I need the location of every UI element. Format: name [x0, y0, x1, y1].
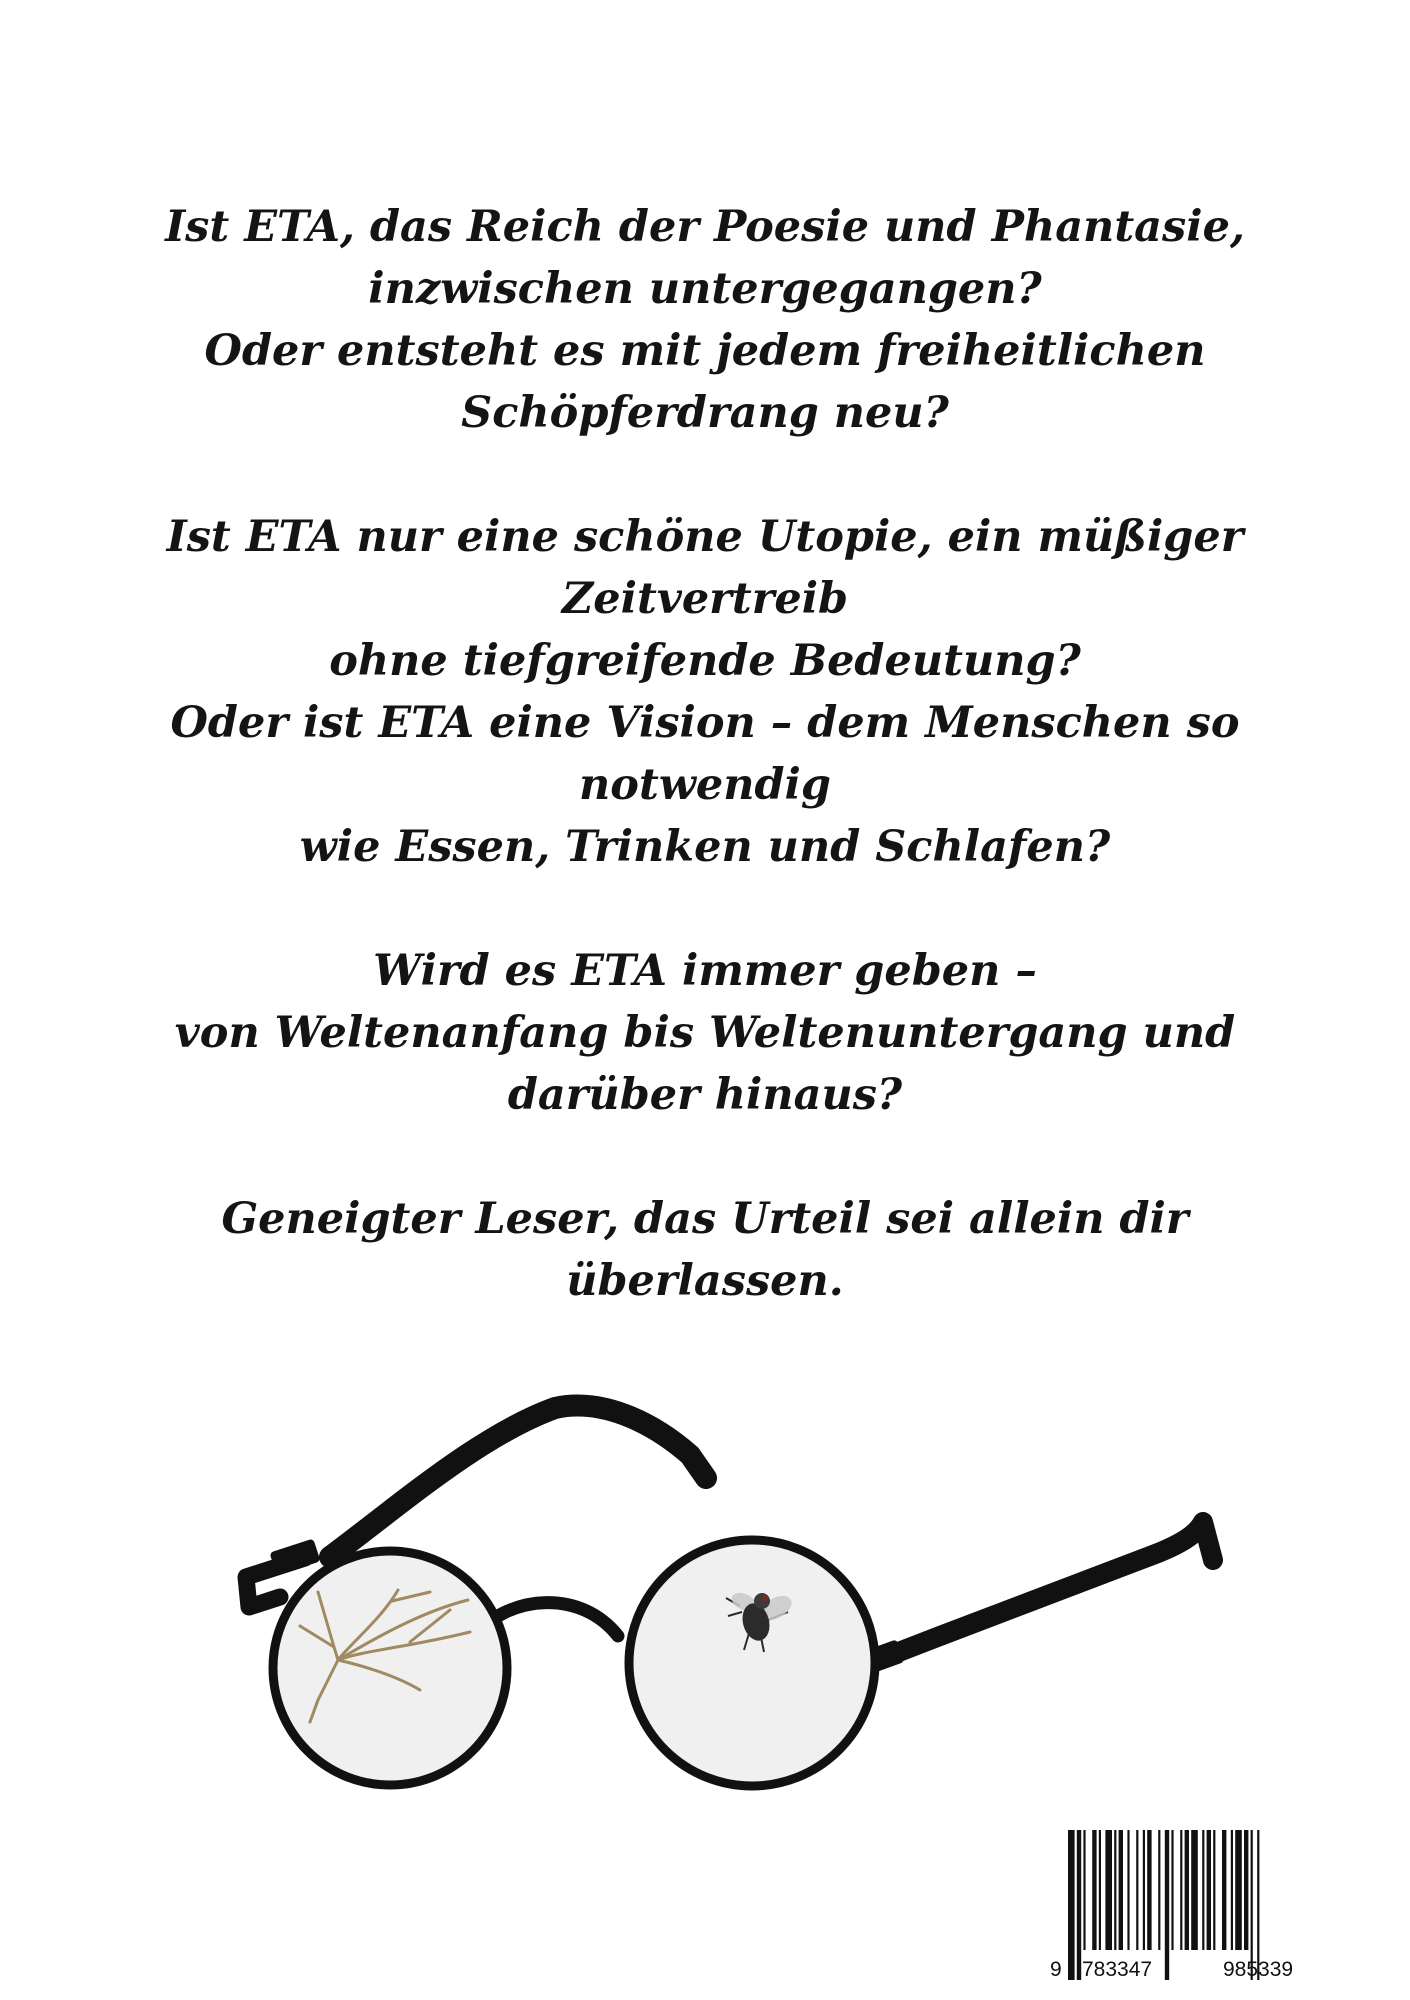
fly-on-lens [629, 1540, 875, 1786]
blurb-line: Ist ETA, das Reich der Poesie und Phantasie, [165, 202, 1245, 252]
barcode-bar [1213, 1830, 1215, 1950]
right-temple-arm [878, 1522, 1213, 1660]
barcode-bar [1185, 1830, 1189, 1950]
blurb-line: Wird es ETA immer geben – [373, 946, 1037, 996]
barcode-bar [1099, 1830, 1101, 1950]
blurb-line: überlassen. [566, 1256, 844, 1306]
barcode-bar [1158, 1830, 1160, 1950]
barcode-bar [1207, 1830, 1211, 1950]
barcode-bar [1235, 1830, 1242, 1950]
blurb-line: Zeitvertreib [561, 574, 849, 624]
blurb-line: Oder ist ETA eine Vision – dem Menschen so [170, 698, 1240, 748]
barcode-bar [1165, 1830, 1169, 1980]
barcode-bar [1191, 1830, 1198, 1950]
barcode-bar [1244, 1830, 1248, 1950]
blurb-line: Oder entsteht es mit jedem freiheitlichen [204, 326, 1206, 376]
barcode-bar [1105, 1830, 1112, 1950]
blurb-line: darüber hinaus? [507, 1070, 903, 1120]
blurb-line: Ist ETA nur eine schöne Utopie, ein müßiger [166, 512, 1244, 562]
blurb-line: von Weltenanfang bis Weltenuntergang und [174, 1008, 1236, 1058]
barcode-bar [1092, 1830, 1096, 1950]
barcode-bar [1143, 1830, 1145, 1950]
barcode-digits-left: 783347 [1082, 1958, 1153, 1981]
blurb-line: wie Essen, Trinken und Schlafen? [299, 822, 1111, 872]
barcode-bar [1222, 1830, 1226, 1950]
barcode-bar [1077, 1830, 1081, 1980]
barcode [1048, 1826, 1350, 1986]
blurb-line: inzwischen untergegangen? [368, 264, 1042, 314]
barcode-bar [1231, 1830, 1233, 1950]
back-temple-arm [330, 1406, 706, 1557]
cracked-lens [273, 1551, 507, 1785]
barcode-bar [1127, 1830, 1129, 1950]
blurb-line: ohne tiefgreifende Bedeutung? [329, 636, 1081, 686]
barcode-digit-prefix: 9 [1050, 1958, 1062, 1981]
barcode-digits-right: 985339 [1223, 1958, 1294, 1981]
barcode-bar [1136, 1830, 1138, 1950]
barcode-bar [1114, 1830, 1116, 1950]
blurb-line: notwendig [579, 760, 831, 810]
barcode-bar [1171, 1830, 1173, 1950]
barcode-bar [1068, 1830, 1075, 1980]
barcode-bar [1202, 1830, 1204, 1950]
barcode-bar [1180, 1830, 1182, 1950]
barcode-bar [1147, 1830, 1151, 1950]
blurb-line: Schöpferdrang neu? [461, 388, 949, 438]
blurb-line: Geneigter Leser, das Urteil sei allein dir [221, 1194, 1189, 1244]
barcode-bar [1083, 1830, 1085, 1950]
barcode-bar [1119, 1830, 1123, 1950]
